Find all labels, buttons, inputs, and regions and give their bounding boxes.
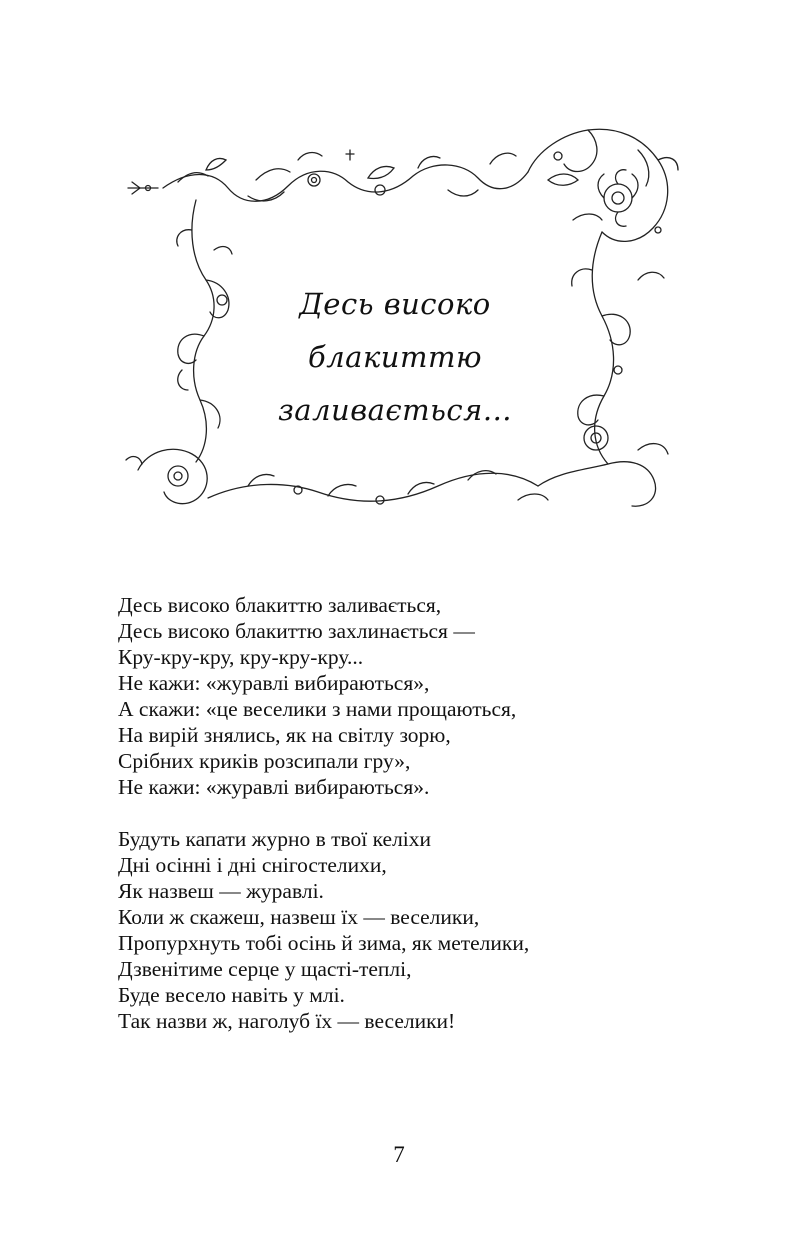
poem-line: Пропурхнуть тобі осінь й зима, як метелики, [118,931,530,955]
poem-line: Як назвеш — журавлі. [118,879,324,903]
poem-line: На вирій знялись, як на світлу зорю, [118,723,451,747]
page-number: 7 [393,1142,405,1167]
poem-line: Десь високо блакиттю заливається, [118,593,442,617]
frame-title-line: Десь високо [299,287,491,321]
frame-title-line: блакиттю [308,340,482,374]
poem-line: Коли ж скажеш, назвеш їх — веселики, [118,905,480,929]
poem-line: Буде весело навіть у млі. [118,983,345,1007]
poem-stanza [118,826,738,1034]
poem-line: Десь високо блакиттю захлинається — [118,619,475,643]
poem-line: Не кажи: «журавлі вибираються». [118,775,430,799]
poem-line: Кру-кру-кру, кру-кру-кру... [118,645,364,669]
poem-line: Дзвенітиме серце у щасті-теплі, [118,957,412,981]
poem-line: Дні осінні і дні снігостелихи, [118,853,387,877]
frame-title-line: заливається... [277,393,513,427]
poem-line: Так назви ж, наголуб їх — веселики! [118,1009,456,1033]
poem-line: А скажи: «це веселики з нами прощаються, [118,697,517,721]
poem-line: Будуть капати журно в твої келіхи [118,827,432,851]
poem-body [118,592,738,1060]
poem-line: Срібних криків розсипали гру», [118,749,411,773]
frame-title [230,278,560,437]
poem-stanza [118,592,738,800]
poem-line: Не кажи: «журавлі вибираються», [118,671,430,695]
